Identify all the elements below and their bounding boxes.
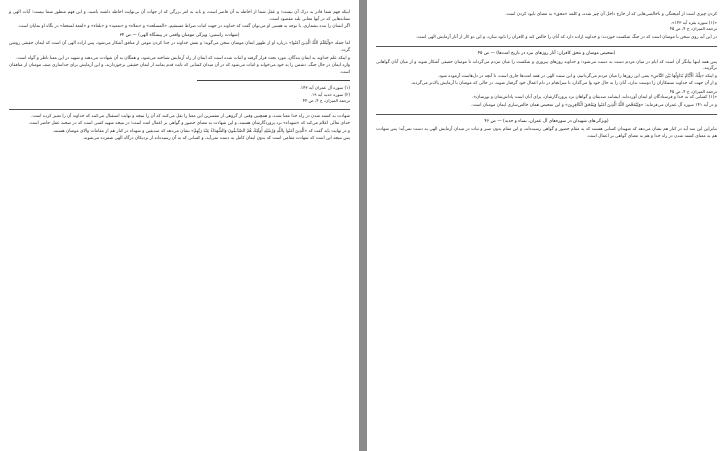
paragraph: و در نهایت باید گفت که «الَّذِينَ آمَنُوا بِاللَّهِ وَرُسُلِهِ أُولَئِكَ هُمُ الصِّدِّيقُونَ وَالشُّهَدَاءُ عِنْدَ رَبِّهِمْ» نشان می‌دهد که صدیقین و شهداء در کنار هم از مقامات والای مومنان هستند. — [52, 128, 350, 134]
paragraph: اما جمله «وَلْيَعْلَمَ اللَّهُ الَّذِينَ آمَنُوا» درباره او از ظهور ایمان مومنان سخن می‌گوید؛ و نقش خداوند در جدا کردن مومن از منافق آشکار می‌شود، پس اراده الهی آن است که ایمان حقیقی روشن گردد. — [9, 41, 350, 53]
paragraph: «(۱) کسانی که به خدا و فرستادگان او ایمان آورده‌اند، ایشانند صدیقان و گواهان نزد پروردگارشان، برای آنان است پاداش‌شان و نورشان». — [472, 95, 717, 101]
footnote: (۱) سوره آل عمران آیه ۱۴۳. — [299, 85, 350, 91]
paragraph: و در آیه ۱۴۱ سوره آل عمران می‌فرماید: «وَلِيُمَحِّصَ اللَّهُ الَّذِينَ آمَنُوا وَيَمْحَقَ الْكَافِرِينَ» و این تمحیص همان خالص‌سازی ایمان مومنان است. — [471, 102, 717, 108]
paragraph: پس نتیجه این است که شهادت مقامی است که بدون ایمان کامل به دست نمی‌آید، و کسانی که به آن رسیده‌اند از نزدیکان درگاه الهی شمرده می‌شوند. — [82, 136, 350, 142]
section-heading: (تمحیص مومنان و محق کافران: آثار روزهای نبرد در تاریخ امت‌ها) — ص ۴۵ — [477, 51, 616, 56]
footnote-divider — [197, 80, 350, 81]
paragraph: اگر انسان را بنده بشماری، با توجه به هستی او می‌توان گفت که خداوند در جهت اثبات صراط مستقیم، «المسلحه» و «بعلاء» و «نعمیه» و «بلعاء» و «لمعة لسجعا» در نگاه او نمایان است. — [17, 24, 350, 30]
footnote: ترجمه الميزان، ج ۴، ص ۴۴ — [302, 98, 350, 104]
paragraph: پس همه اینها بیانگر آن است که ایام در میان مردم دست به دست می‌شود؛ و خداوند روزهای پیروزی و شکست را میان مردم می‌گرداند تا مومنان حقیقی آشکار شوند و از میان آنان گواهانی برگزیند. — [376, 59, 717, 72]
paragraph: و اینکه «تِلْكَ الْأَيَّامُ نُدَاوِلُهَا بَيْنَ النَّاسِ» یعنی این روزها را میان مردم می‌گردانیم، و این سنت الهی در همه امت‌ها جاری است، تا آنچه در دل‌هاست آزموده شود. — [437, 73, 717, 79]
section-divider — [376, 46, 717, 47]
section-divider — [9, 109, 350, 110]
paragraph: اینکه فهم شما قادر به درک آن نیست؛ و عقل شما از احاطه به آن قاصر است، و باید به امر بزرگی که از جهات آن بی‌نهایت احاطه داشته باشید، و این فهم منظور شما نیست: آیات الهی و نشانه‌هایی که در آنها معانی بلند مقصود است. — [9, 10, 350, 22]
paragraph: در این آیه روی سخن با مومنان است که در جنگ شکست خوردند؛ و خداوند اراده دارد که آنان را خالص کند و کافران را نابود سازد، و این دو کار از آثار آزمایش الهی است. — [415, 35, 717, 41]
paragraph: و از آن جهت که خداوند ستمکاران را دوست ندارد، آنان را به حال خود وا می‌گذارد تا سرانجام در دام اعمال خود گرفتار شوند، در حالی که مومنان با آزمایش پاک‌تر می‌گردند. — [410, 81, 717, 87]
section-divider — [376, 114, 717, 115]
section-heading: (شهادت راستین: ویژگی مومنان واقعی در پیشگاه الهی) — ص ۳۴ — [119, 32, 240, 38]
paragraph: خدای تعالی اعلام می‌کند که «شهداء» نزد پروردگارشان هستند، و این شهادت به معنای حضور و گواهی بر اعمال امت است؛ در نتیجه شهید کسی است که در صحنه عمل حاضر است. — [28, 121, 350, 127]
paragraph: بنابراین این سه آیه در کنار هم نشان می‌دهد که شهیدان کسانی هستند که به مقام حضور و گواهی رسیده‌اند، و این مقام بدون صبر و ثبات در میدان آزمایش الهی به دست نمی‌آید؛ پس شهادت هم به معنای کشته شدن در راه خدا و هم به معنای گواهی بر اعمال است. — [376, 127, 717, 139]
footnote: (۲) سوره حدید آیه ۱۹. — [310, 91, 350, 97]
paragraph: کردن چیزی است از آمیختگی و ناخالصی‌هایی که از خارج داخل آن چیز شده، و کلمه «محق» به معنای نابود کردن است. — [505, 12, 717, 17]
paragraph: و اینکه علم خداوند به ایمان بندگان، مورد بحث قرار گرفته و اثبات شده است که ایمان از راه آزمایش شناخته می‌شود، و همگان به آن شهادت می‌دهند و شهید در این معنا ناظر و گواه است. — [15, 55, 350, 61]
paragraph: شهادت به کشته شدن در راه خدا معنا شده، و همچنین وقتی از گروهی از مفسرین این معنا را نقل می‌کنند که آن را نتیجه و نهایت استقبال می‌کنند که خداوند آن را تعبیر کرده است. — [31, 113, 350, 119]
quote-reference: «(۱) سوره بقره آیه ۱۴۳». — [670, 19, 717, 25]
left-page — [0, 0, 359, 451]
source-reference: ترجمه الميزان، ج ۴، ص ۴۵ — [669, 26, 717, 31]
right-page — [367, 0, 726, 451]
section-heading: (ویژگی‌های شهیدان در سوره‌های آل عمران، نساء و حدید) — ص ۴۶ — [484, 118, 609, 124]
source-reference: ترجمه الميزان، ج ۴، ص ۴۵ — [669, 88, 717, 94]
paragraph: واژه ایمان در حال جنگ، دشمن را به خود می‌خواند و اثبات می‌شود که در آن میدان کسانی که ثابت قدم بمانند از ایمان حقیقی برخوردارند، و این آزمایش برای جداسازی صف مومنان از منافقان است. — [9, 63, 350, 75]
